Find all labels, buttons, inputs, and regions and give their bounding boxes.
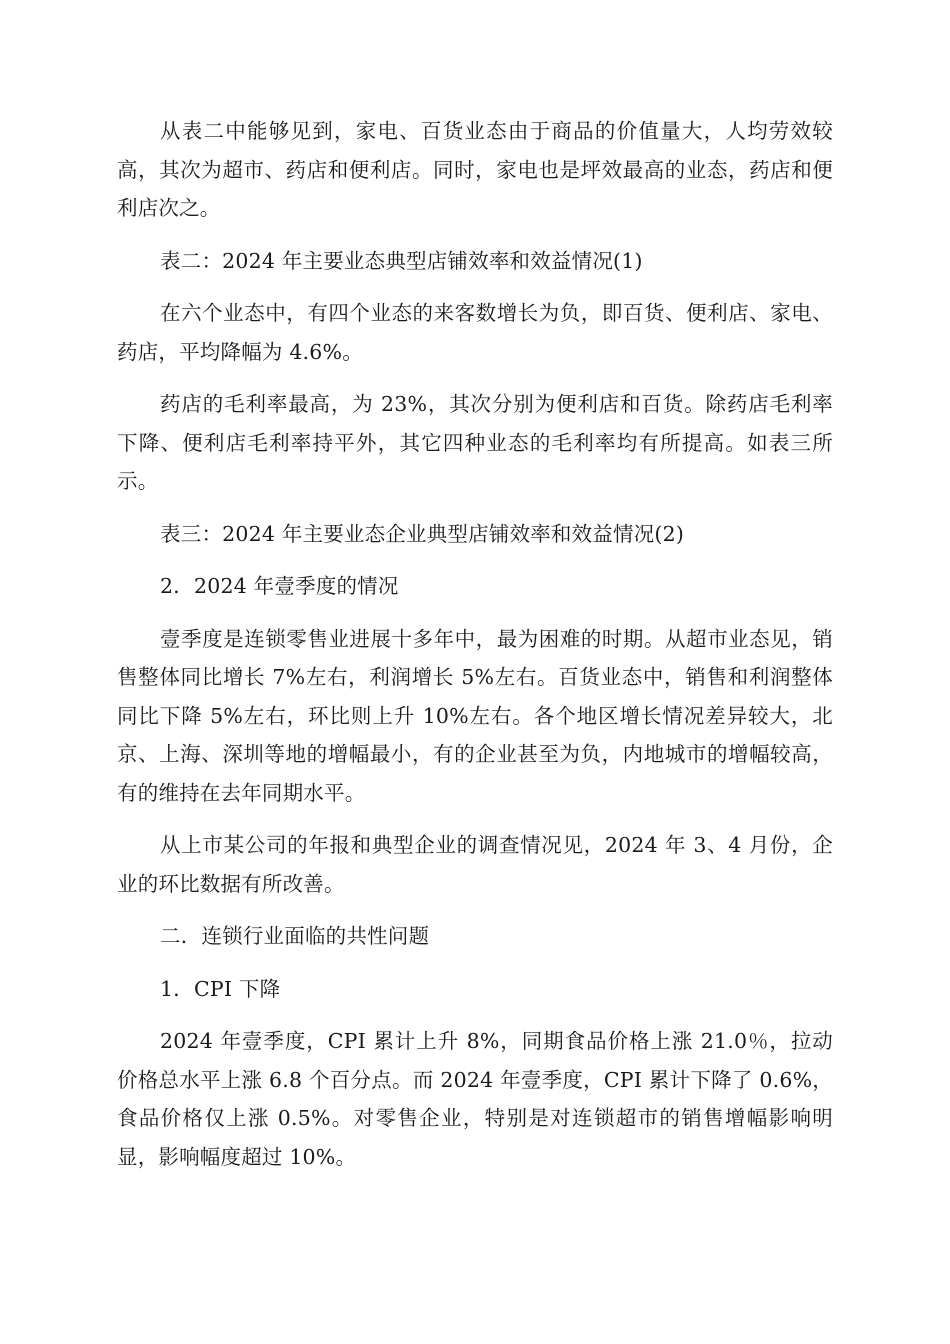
section-heading-common-problems: 二．连锁行业面临的共性问题 — [160, 924, 430, 948]
subsection-heading-cpi: 1．CPI 下降 — [160, 976, 281, 1001]
document-body — [117, 112, 833, 1190]
paragraph-q1-situation: 壹季度是连锁零售业进展十多年中，最为困难的时期。从超市业态见，销售整体同比增长 7%左右，利润增长 5%左右。百货业态中，销售和利润整体同比下降 5%左右，环比则上升 10%左右。各个地区增长情况差异较大，北京、上海、深圳等地的增幅最小，有的企业甚至为负，内地城市的增幅较高，有的维持在去年同期水平。 — [117, 626, 833, 805]
paragraph-customer-count: 在六个业态中，有四个业态的来客数增长为负，即百货、便利店、家电、药店，平均降幅为 4.6%。 — [117, 301, 833, 364]
table3-caption: 表三：2024 年主要业态企业典型店铺效率和效益情况(2) — [160, 521, 685, 546]
section-heading-q1-2024: 2．2024 年壹季度的情况 — [160, 574, 399, 598]
paragraph-intro-table2: 从表二中能够见到，家电、百货业态由于商品的价值量大，人均劳效较高，其次为超市、药店和便利店。同时，家电也是坪效最高的业态，药店和便利店次之。 — [117, 119, 833, 220]
paragraph-gross-margin: 药店的毛利率最高，为 23%，其次分别为便利店和百货。除药店毛利率下降、便利店毛利率持平外，其它四种业态的毛利率均有所提高。如表三所示。 — [117, 392, 833, 493]
paragraph-cpi-detail: 2024 年壹季度，CPI 累计上升 8%，同期食品价格上涨 21.0％，拉动价格总水平上涨 6.8 个百分点。而 2024 年壹季度，CPI 累计下降了 0.6%，食品价格仅上涨 0.5%。对零售企业，特别是对连锁超市的销售增幅影响明显，影响幅度超过 10%。 — [117, 1029, 833, 1169]
paragraph-annual-report: 从上市某公司的年报和典型企业的调查情况见，2024 年 3、4 月份，企业的环比数据有所改善。 — [117, 833, 833, 896]
table2-caption: 表二：2024 年主要业态典型店铺效率和效益情况(1) — [160, 248, 643, 273]
